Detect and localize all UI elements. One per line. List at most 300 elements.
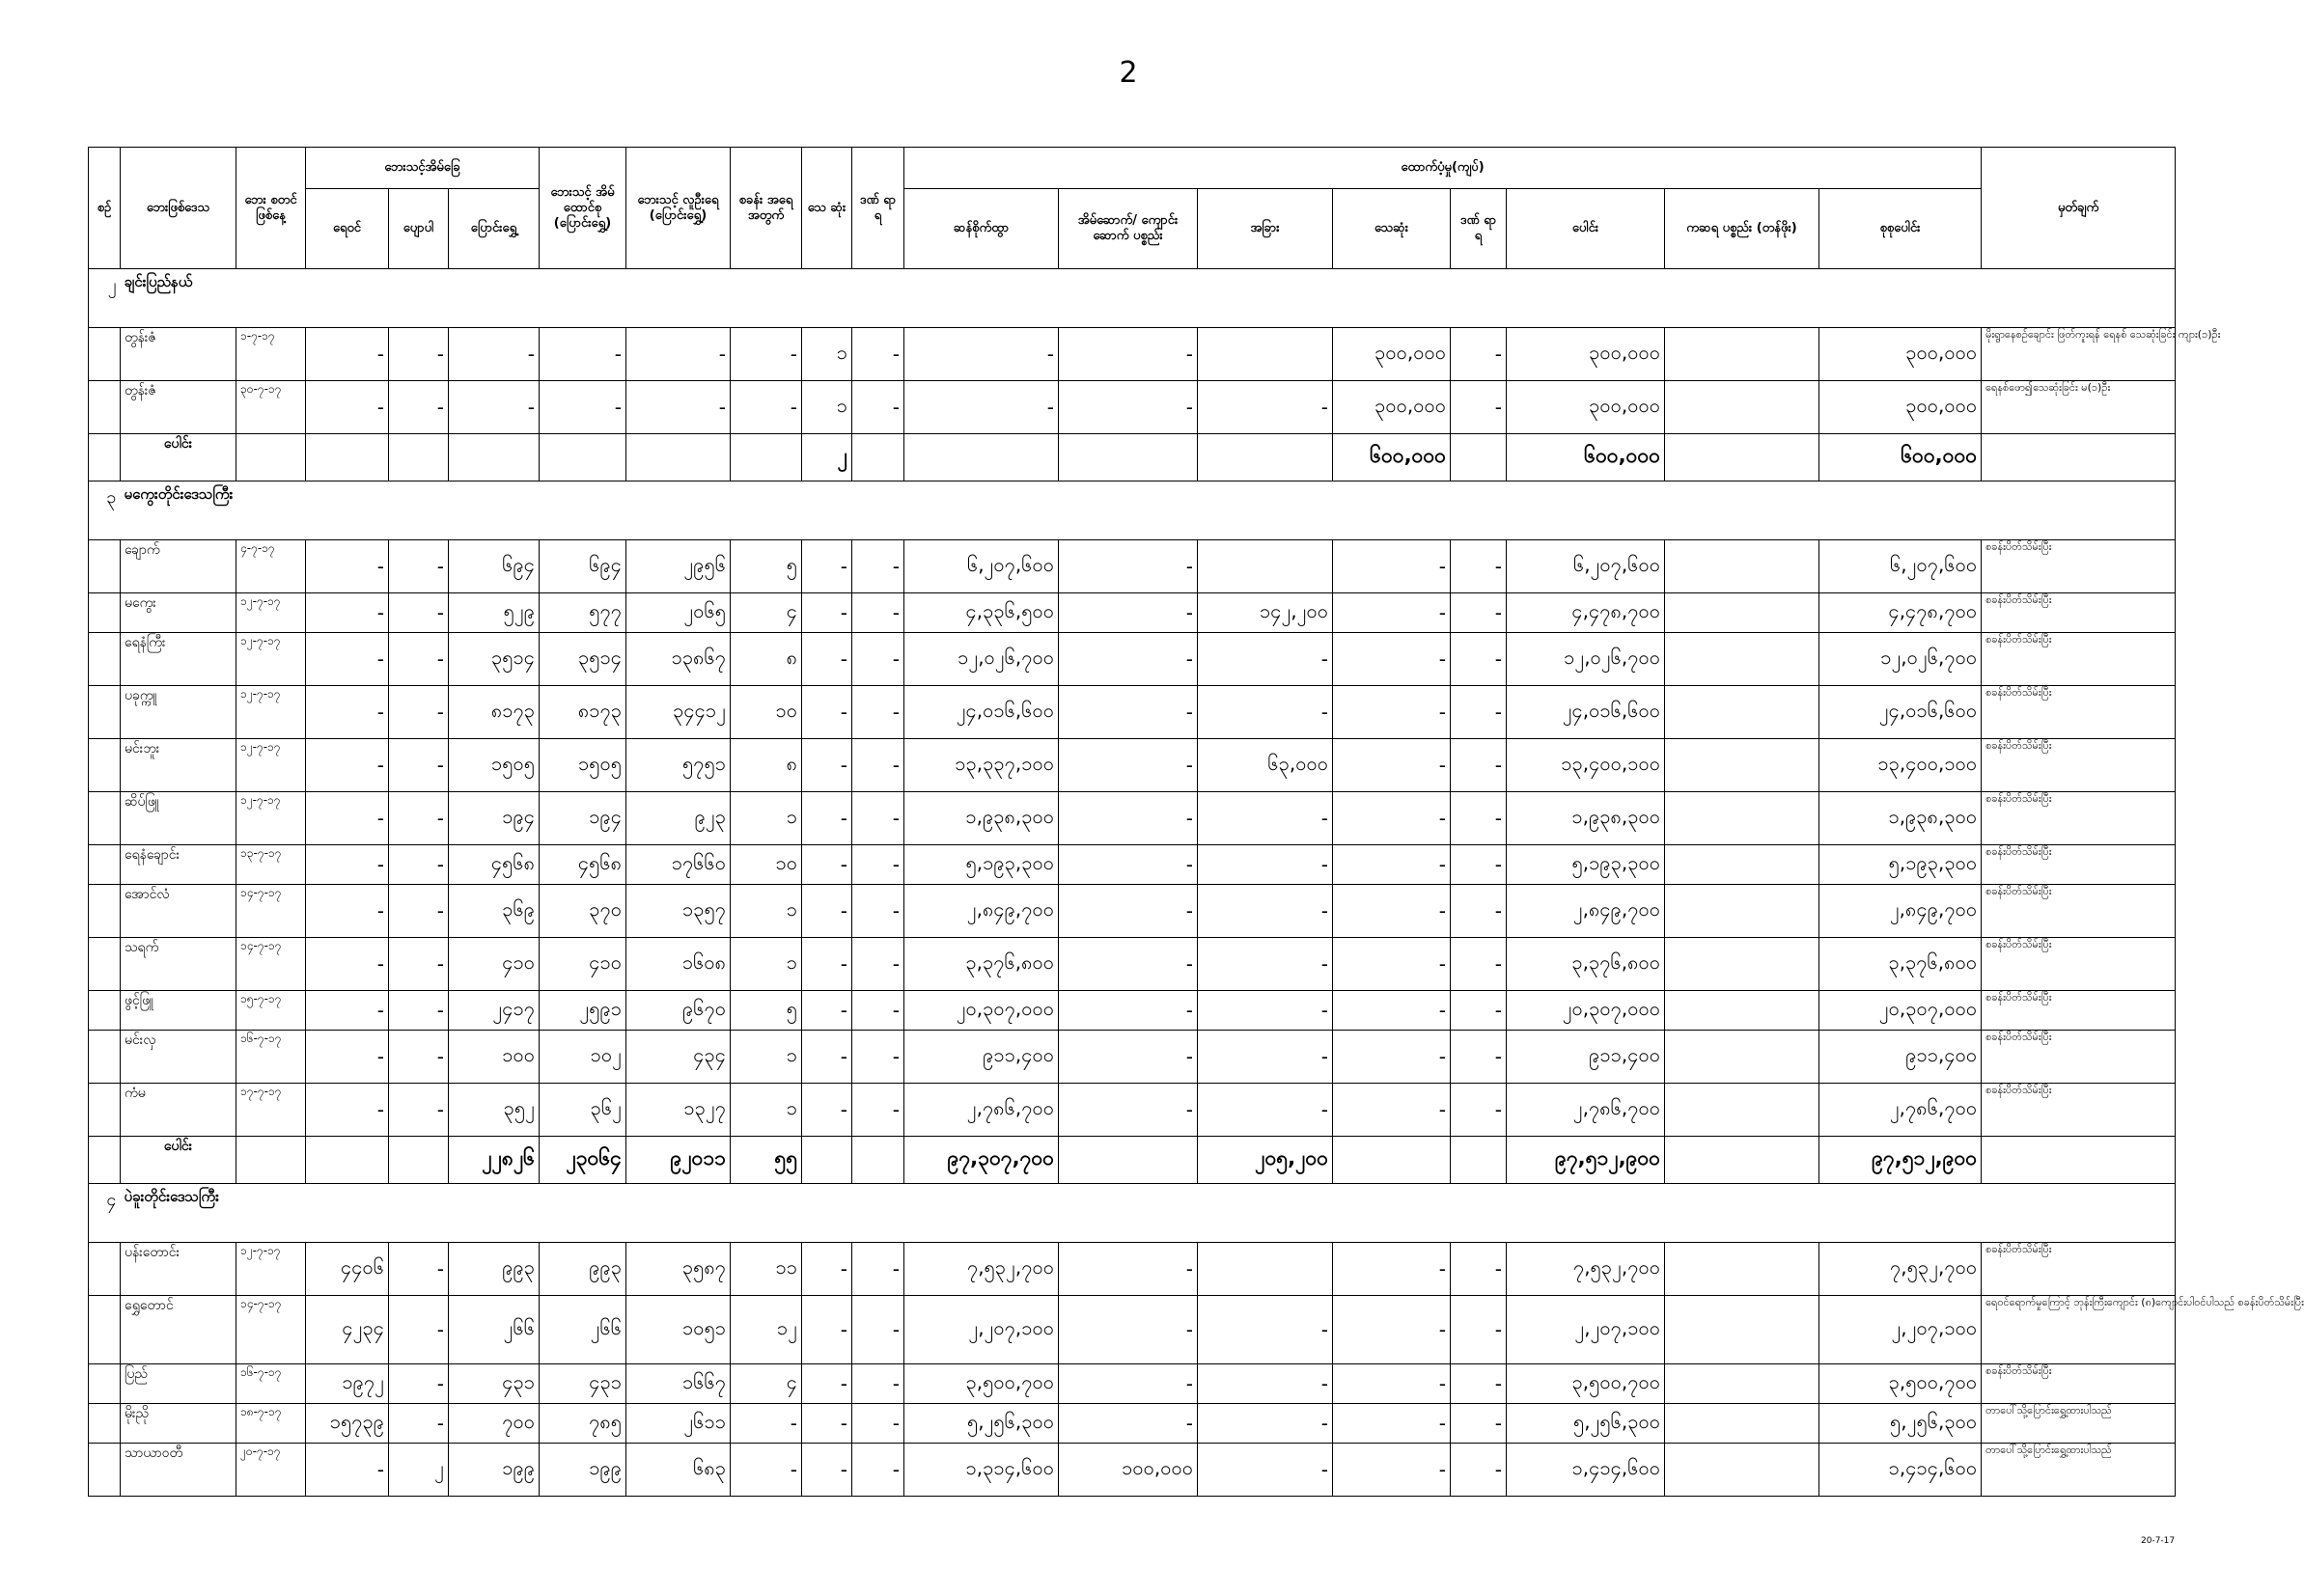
row-dead: - bbox=[802, 1364, 852, 1404]
total-camps: ၅၅ bbox=[731, 1137, 802, 1184]
row-collapsed: - bbox=[389, 885, 449, 938]
section-title: ချင်းပြည်နယ် bbox=[121, 269, 2176, 328]
header-total: ပေါင်း bbox=[1507, 189, 1665, 269]
row-sno-cell bbox=[89, 991, 121, 1031]
row-date: ၁၅-၇-၁၇ bbox=[236, 991, 306, 1031]
row-grand-total: ၃,၃၇၆,၈၀၀ bbox=[1819, 938, 1982, 991]
row-camps: ၁၀ bbox=[731, 845, 802, 885]
row-people: ၁၃၈၆၇ bbox=[626, 633, 731, 686]
row-house: - bbox=[1059, 328, 1198, 381]
row-other: - bbox=[1198, 938, 1333, 991]
row-families: ၃၅၁၄ bbox=[540, 633, 626, 686]
row-villages: ၄၂၃၄ bbox=[306, 1296, 389, 1364]
row-remark: ရေနစ်ဖော၍သေဆုံးခြင်း မ(၁)ဦး bbox=[1982, 381, 2176, 434]
row-rice: ၂၄,၀၁၆,၆၀၀ bbox=[904, 686, 1059, 739]
row-remark: စခန်းပိတ်သိမ်းပြီး bbox=[1982, 1031, 2176, 1084]
row-other: - bbox=[1198, 1444, 1333, 1497]
row-grand-total: ၅,၁၉၃,၃၀၀ bbox=[1819, 845, 1982, 885]
row-evacuated: ၄၃၁ bbox=[449, 1364, 540, 1404]
row-date: ၁၈-၇-၁၇ bbox=[236, 1404, 306, 1444]
row-camps: ၁၀ bbox=[731, 686, 802, 739]
row-dead: - bbox=[802, 1084, 852, 1137]
row-families: ၄၁၀ bbox=[540, 938, 626, 991]
row-camps: ၁ bbox=[731, 1031, 802, 1084]
row-injured: - bbox=[852, 1364, 904, 1404]
row-injured-cost: - bbox=[1451, 633, 1507, 686]
row-rice: ၄,၃၃၆,၅၀၀ bbox=[904, 593, 1059, 633]
row-collapsed: ၂ bbox=[389, 1444, 449, 1497]
row-injured-cost: - bbox=[1451, 1296, 1507, 1364]
total-injured bbox=[852, 1137, 904, 1184]
header-injured: ဒဏ် ရာ ရ bbox=[852, 148, 904, 269]
row-families: ၃၆၂ bbox=[540, 1084, 626, 1137]
row-villages: - bbox=[306, 328, 389, 381]
row-grand-total: ၄,၄၇၈,၇၀၀ bbox=[1819, 593, 1982, 633]
table-row bbox=[89, 1444, 2176, 1497]
row-dead-cost: - bbox=[1333, 885, 1451, 938]
row-villages: - bbox=[306, 593, 389, 633]
section-title: ပဲခူးတိုင်းဒေသကြီး bbox=[121, 1184, 2176, 1243]
table-row bbox=[89, 1364, 2176, 1404]
row-other: - bbox=[1198, 381, 1333, 434]
row-people: ၁၃၂၇ bbox=[626, 1084, 731, 1137]
table-row bbox=[89, 845, 2176, 885]
row-grand-total: ၂,၂၀၇,၁၀၀ bbox=[1819, 1296, 1982, 1364]
row-house: - bbox=[1059, 1404, 1198, 1444]
row-injured-cost: - bbox=[1451, 885, 1507, 938]
row-camps: ၁ bbox=[731, 1084, 802, 1137]
header-evacuated: ပြောင်းရွှေ့ bbox=[449, 189, 540, 269]
row-region: တွန်းဇံ bbox=[121, 381, 236, 434]
row-house: - bbox=[1059, 1031, 1198, 1084]
row-injured: - bbox=[852, 328, 904, 381]
row-other: - bbox=[1198, 1031, 1333, 1084]
row-collapsed: - bbox=[389, 540, 449, 593]
row-house: - bbox=[1059, 845, 1198, 885]
row-remark: ရေဝင်ရောက်မှုကြောင့် ဘုန်းကြီးကျောင်း (၈)ကျောင်းပါဝင်ပါသည် စခန်းပိတ်သိမ်းပြီး bbox=[1982, 1296, 2176, 1364]
header-affected-families: ဘေးသင့် အိမ် ထောင်စု (ပြောင်းရွှေ့) bbox=[540, 148, 626, 269]
row-rice: ၁,၃၁၄,၆၀၀ bbox=[904, 1444, 1059, 1497]
row-collapsed: - bbox=[389, 381, 449, 434]
row-other: - bbox=[1198, 686, 1333, 739]
row-people: ၃၄၄၁၂ bbox=[626, 686, 731, 739]
row-evacuated: ၄၁၀ bbox=[449, 938, 540, 991]
row-total: ၂,၇၈၆,၇၀၀ bbox=[1507, 1084, 1665, 1137]
row-materials bbox=[1665, 845, 1819, 885]
section-header-row bbox=[89, 269, 2176, 328]
row-date: ၁၂-၇-၁၇ bbox=[236, 792, 306, 845]
row-total: ၆,၂၀၇,၆၀၀ bbox=[1507, 540, 1665, 593]
total-sno-cell bbox=[89, 1137, 121, 1184]
row-materials bbox=[1665, 633, 1819, 686]
total-villages bbox=[306, 1137, 389, 1184]
row-camps: ၅ bbox=[731, 991, 802, 1031]
row-people: ၉၆၇၀ bbox=[626, 991, 731, 1031]
row-remark: စခန်းပိတ်သိမ်းပြီး bbox=[1982, 686, 2176, 739]
row-families: ၁၅၀၅ bbox=[540, 739, 626, 792]
row-remark: စခန်းပိတ်သိမ်းပြီး bbox=[1982, 845, 2176, 885]
row-total: ၁,၄၁၄,၆၀၀ bbox=[1507, 1444, 1665, 1497]
row-materials bbox=[1665, 1444, 1819, 1497]
row-injured: - bbox=[852, 593, 904, 633]
row-rice: ၁၃,၃၃၇,၁၀၀ bbox=[904, 739, 1059, 792]
row-people: ၁၃၅၇ bbox=[626, 885, 731, 938]
total-people: ၉၂၀၁၁ bbox=[626, 1137, 731, 1184]
row-dead-cost: - bbox=[1333, 1296, 1451, 1364]
row-house: ၁၀၀,၀၀၀ bbox=[1059, 1444, 1198, 1497]
row-date: ၄-၇-၁၇ bbox=[236, 540, 306, 593]
header-cost-group: ထောက်ပံ့မှု(ကျပ်) bbox=[904, 148, 1982, 189]
row-injured: - bbox=[852, 1243, 904, 1296]
row-dead-cost: - bbox=[1333, 845, 1451, 885]
row-dead-cost: ၃၀၀,၀၀၀ bbox=[1333, 381, 1451, 434]
row-collapsed: - bbox=[389, 686, 449, 739]
row-region: ပခုက္ကူ bbox=[121, 686, 236, 739]
row-dead: - bbox=[802, 792, 852, 845]
row-dead: - bbox=[802, 991, 852, 1031]
row-house: - bbox=[1059, 885, 1198, 938]
row-dead: - bbox=[802, 1243, 852, 1296]
row-villages: - bbox=[306, 938, 389, 991]
row-materials bbox=[1665, 991, 1819, 1031]
row-injured-cost: - bbox=[1451, 1243, 1507, 1296]
total-families bbox=[540, 434, 626, 482]
row-camps: ၁၂ bbox=[731, 1296, 802, 1364]
row-rice: ၇,၅၃၂,၇၀၀ bbox=[904, 1243, 1059, 1296]
page-number: 2 bbox=[1119, 56, 1138, 90]
row-evacuated: ၄၅၆၈ bbox=[449, 845, 540, 885]
total-label: ပေါင်း bbox=[121, 434, 236, 482]
row-materials bbox=[1665, 792, 1819, 845]
total-other: ၂၀၅,၂၀၀ bbox=[1198, 1137, 1333, 1184]
row-people: ၂၀၆၅ bbox=[626, 593, 731, 633]
row-dead: - bbox=[802, 1444, 852, 1497]
row-grand-total: ၁၃,၄၀၀,၁၀၀ bbox=[1819, 739, 1982, 792]
section-number: ၃ bbox=[89, 482, 121, 540]
row-sno-cell bbox=[89, 1243, 121, 1296]
table-row bbox=[89, 633, 2176, 686]
table-row bbox=[89, 1031, 2176, 1084]
row-evacuated: ၉၉၃ bbox=[449, 1243, 540, 1296]
row-date: ၁၄-၇-၁၇ bbox=[236, 938, 306, 991]
row-region: ပန်းတောင်း bbox=[121, 1243, 236, 1296]
section-number: ၂ bbox=[89, 269, 121, 328]
row-injured: - bbox=[852, 938, 904, 991]
row-injured: - bbox=[852, 540, 904, 593]
row-materials bbox=[1665, 1364, 1819, 1404]
row-injured: - bbox=[852, 991, 904, 1031]
table-row bbox=[89, 1296, 2176, 1364]
row-house: - bbox=[1059, 633, 1198, 686]
row-families: ၃၇၀ bbox=[540, 885, 626, 938]
total-dead-cost: ၆၀၀,၀၀၀ bbox=[1333, 434, 1451, 482]
row-camps: ၄ bbox=[731, 593, 802, 633]
row-materials bbox=[1665, 381, 1819, 434]
row-families: ၈၁၇၃ bbox=[540, 686, 626, 739]
total-camps bbox=[731, 434, 802, 482]
table-row bbox=[89, 938, 2176, 991]
row-remark: စခန်းပိတ်သိမ်းပြီး bbox=[1982, 1084, 2176, 1137]
row-rice: ၂,၂၀၇,၁၀၀ bbox=[904, 1296, 1059, 1364]
row-other: - bbox=[1198, 1404, 1333, 1444]
total-materials bbox=[1665, 1137, 1819, 1184]
row-families: ၇၈၅ bbox=[540, 1404, 626, 1444]
row-camps: - bbox=[731, 328, 802, 381]
row-house: - bbox=[1059, 1084, 1198, 1137]
row-injured-cost: - bbox=[1451, 739, 1507, 792]
row-injured: - bbox=[852, 381, 904, 434]
row-rice: ၂,၇၈၆,၇၀၀ bbox=[904, 1084, 1059, 1137]
footer-date: 20-7-17 bbox=[2141, 1536, 2176, 1546]
total-evacuated bbox=[449, 434, 540, 482]
row-grand-total: ၁,၉၃၈,၃၀၀ bbox=[1819, 792, 1982, 845]
row-total: ၃,၅၀၀,၇၀၀ bbox=[1507, 1364, 1665, 1404]
row-dead-cost: - bbox=[1333, 739, 1451, 792]
header-rice: ဆန်စိုက်ထွာ bbox=[904, 189, 1059, 269]
row-camps: - bbox=[731, 381, 802, 434]
row-families: ၁၉၉ bbox=[540, 1444, 626, 1497]
row-house: - bbox=[1059, 792, 1198, 845]
section-header-row bbox=[89, 482, 2176, 540]
row-grand-total: ၅,၂၅၆,၃၀၀ bbox=[1819, 1404, 1982, 1444]
row-total: ၄,၄၇၈,၇၀၀ bbox=[1507, 593, 1665, 633]
total-evacuated: ၂၂၈၂၆ bbox=[449, 1137, 540, 1184]
row-dead-cost: - bbox=[1333, 686, 1451, 739]
table-row bbox=[89, 792, 2176, 845]
row-injured: - bbox=[852, 1084, 904, 1137]
total-house bbox=[1059, 1137, 1198, 1184]
row-grand-total: ၁၂,၀၂၆,၇၀၀ bbox=[1819, 633, 1982, 686]
row-villages: - bbox=[306, 1084, 389, 1137]
row-camps: ၁၁ bbox=[731, 1243, 802, 1296]
total-injured bbox=[852, 434, 904, 482]
table-row bbox=[89, 1084, 2176, 1137]
row-families: - bbox=[540, 328, 626, 381]
header-villages: ရေဝင် bbox=[306, 189, 389, 269]
row-remark: စခန်းပိတ်သိမ်းပြီး bbox=[1982, 1243, 2176, 1296]
row-materials bbox=[1665, 1031, 1819, 1084]
row-families: ၄၃၁ bbox=[540, 1364, 626, 1404]
row-total: ၂၄,၀၁၆,၆၀၀ bbox=[1507, 686, 1665, 739]
row-materials bbox=[1665, 593, 1819, 633]
row-injured: - bbox=[852, 885, 904, 938]
row-rice: - bbox=[904, 328, 1059, 381]
total-date-cell bbox=[236, 434, 306, 482]
row-region: ဖွင့်ဖြူ bbox=[121, 991, 236, 1031]
total-injured-cost bbox=[1451, 1137, 1507, 1184]
row-other: - bbox=[1198, 633, 1333, 686]
row-injured-cost: - bbox=[1451, 792, 1507, 845]
row-region: တွန်းဇံ bbox=[121, 328, 236, 381]
row-families: ၅၇၇ bbox=[540, 593, 626, 633]
total-collapsed bbox=[389, 434, 449, 482]
row-evacuated: ၃၅၂ bbox=[449, 1084, 540, 1137]
row-grand-total: ၃,၅၀၀,၇၀၀ bbox=[1819, 1364, 1982, 1404]
table-row bbox=[89, 328, 2176, 381]
row-materials bbox=[1665, 1243, 1819, 1296]
total-total: ၉၇,၅၁၂,၉၀၀ bbox=[1507, 1137, 1665, 1184]
row-injured-cost: - bbox=[1451, 938, 1507, 991]
row-villages: - bbox=[306, 739, 389, 792]
row-camps: - bbox=[731, 1404, 802, 1444]
row-materials bbox=[1665, 885, 1819, 938]
row-other: ၆၃,၀၀၀ bbox=[1198, 739, 1333, 792]
total-other bbox=[1198, 434, 1333, 482]
row-date: ၁၆-၇-၁၇ bbox=[236, 1364, 306, 1404]
row-collapsed: - bbox=[389, 1084, 449, 1137]
row-other: - bbox=[1198, 1084, 1333, 1137]
row-dead-cost: - bbox=[1333, 1243, 1451, 1296]
row-families: - bbox=[540, 381, 626, 434]
row-families: ၁၉၄ bbox=[540, 792, 626, 845]
row-dead-cost: - bbox=[1333, 1444, 1451, 1497]
row-materials bbox=[1665, 328, 1819, 381]
row-dead: - bbox=[802, 739, 852, 792]
row-camps: ၈ bbox=[731, 633, 802, 686]
row-injured-cost: - bbox=[1451, 991, 1507, 1031]
row-dead-cost: - bbox=[1333, 593, 1451, 633]
row-remark: စခန်းပိတ်သိမ်းပြီး bbox=[1982, 938, 2176, 991]
row-evacuated: - bbox=[449, 381, 540, 434]
row-sno-cell bbox=[89, 1404, 121, 1444]
row-total: ၁၂,၀၂၆,၇၀၀ bbox=[1507, 633, 1665, 686]
row-rice: ၅,၂၅၆,၃၀၀ bbox=[904, 1404, 1059, 1444]
row-evacuated: ၅၂၉ bbox=[449, 593, 540, 633]
row-villages: - bbox=[306, 686, 389, 739]
row-remark: တာပေါ်သို့ပြောင်းရွှေ့ထားပါသည် bbox=[1982, 1404, 2176, 1444]
row-materials bbox=[1665, 540, 1819, 593]
row-dead-cost: ၃၀၀,၀၀၀ bbox=[1333, 328, 1451, 381]
row-villages: ၄၄၀၆ bbox=[306, 1243, 389, 1296]
row-villages: - bbox=[306, 792, 389, 845]
row-sno-cell bbox=[89, 540, 121, 593]
section-number: ၄ bbox=[89, 1184, 121, 1243]
row-collapsed: - bbox=[389, 633, 449, 686]
table-row bbox=[89, 885, 2176, 938]
row-date: ၁၇-၇-၁၇ bbox=[236, 1084, 306, 1137]
section-total-row bbox=[89, 1137, 2176, 1184]
row-camps: ၄ bbox=[731, 1364, 802, 1404]
row-date: ၁၆-၇-၁၇ bbox=[236, 1031, 306, 1084]
row-region: ရေနံကြီး bbox=[121, 633, 236, 686]
row-date: ၁-၇-၁၇ bbox=[236, 328, 306, 381]
row-people: ၁၆၀၈ bbox=[626, 938, 731, 991]
row-total: ၅,၂၅၆,၃၀၀ bbox=[1507, 1404, 1665, 1444]
row-dead: - bbox=[802, 938, 852, 991]
row-grand-total: ၇,၅၃၂,၇၀၀ bbox=[1819, 1243, 1982, 1296]
header-collapsed: ပျောပါ bbox=[389, 189, 449, 269]
row-house: - bbox=[1059, 540, 1198, 593]
row-house: - bbox=[1059, 1243, 1198, 1296]
row-collapsed: - bbox=[389, 1404, 449, 1444]
row-remark: မိုးရွာနေစဥ်ချောင်း ဖြတ်ကူးရန် ရေနစ် သေဆုံးခြင်း ကျား(၁)ဦး bbox=[1982, 328, 2176, 381]
row-dead: - bbox=[802, 633, 852, 686]
row-evacuated: ၁၉၄ bbox=[449, 792, 540, 845]
row-rice: ၉၁၁,၄၀၀ bbox=[904, 1031, 1059, 1084]
row-grand-total: ၆,၂၀၇,၆၀၀ bbox=[1819, 540, 1982, 593]
row-date: ၁၂-၇-၁၇ bbox=[236, 593, 306, 633]
row-people: ၁၆၆၇ bbox=[626, 1364, 731, 1404]
row-total: ၂၀,၃၀၇,၀၀၀ bbox=[1507, 991, 1665, 1031]
row-dead-cost: - bbox=[1333, 540, 1451, 593]
row-total: ၂,၂၀၇,၁၀၀ bbox=[1507, 1296, 1665, 1364]
row-villages: ၁၉၇၂ bbox=[306, 1364, 389, 1404]
row-house: - bbox=[1059, 938, 1198, 991]
row-people: ၆၈၃ bbox=[626, 1444, 731, 1497]
row-dead: ၁ bbox=[802, 328, 852, 381]
row-region: ပြည် bbox=[121, 1364, 236, 1404]
header-materials: ကဆရ ပစ္စည်း (တန်ဖိုး) bbox=[1665, 189, 1819, 269]
total-rice: ၉၇,၃၀၇,၇၀၀ bbox=[904, 1137, 1059, 1184]
row-collapsed: - bbox=[389, 1031, 449, 1084]
row-date: ၁၄-၇-၁၇ bbox=[236, 885, 306, 938]
row-camps: ၅ bbox=[731, 540, 802, 593]
row-rice: - bbox=[904, 381, 1059, 434]
row-dead: - bbox=[802, 1031, 852, 1084]
row-people: ၁၀၅၁ bbox=[626, 1296, 731, 1364]
total-remark-cell bbox=[1982, 434, 2176, 482]
row-people: ၂၆၁၁ bbox=[626, 1404, 731, 1444]
total-rice bbox=[904, 434, 1059, 482]
total-grand-total: ၆၀၀,၀၀၀ bbox=[1819, 434, 1982, 482]
row-date: ၁၂-၇-၁၇ bbox=[236, 686, 306, 739]
row-date: ၁၂-၇-၁၇ bbox=[236, 1243, 306, 1296]
row-evacuated: ၆၉၄ bbox=[449, 540, 540, 593]
total-label: ပေါင်း bbox=[121, 1137, 236, 1184]
row-people: - bbox=[626, 381, 731, 434]
row-sno-cell bbox=[89, 633, 121, 686]
total-materials bbox=[1665, 434, 1819, 482]
header-grand-total: စုစုပေါင်း bbox=[1819, 189, 1982, 269]
table-row bbox=[89, 381, 2176, 434]
row-collapsed: - bbox=[389, 938, 449, 991]
row-camps: ၁ bbox=[731, 938, 802, 991]
row-other: - bbox=[1198, 885, 1333, 938]
row-grand-total: ၃၀၀,၀၀၀ bbox=[1819, 328, 1982, 381]
table-row bbox=[89, 540, 2176, 593]
row-injured: - bbox=[852, 1296, 904, 1364]
row-rice: ၁၂,၀၂၆,၇၀၀ bbox=[904, 633, 1059, 686]
row-sno-cell bbox=[89, 938, 121, 991]
row-injured-cost: - bbox=[1451, 845, 1507, 885]
total-families: ၂၃၀၆၄ bbox=[540, 1137, 626, 1184]
row-total: ၂,၈၄၉,၇၀၀ bbox=[1507, 885, 1665, 938]
row-camps: - bbox=[731, 1444, 802, 1497]
row-materials bbox=[1665, 739, 1819, 792]
header-affected-people: ဘေးသင့် လူဦးရေ (ပြောင်းရွှေ့) bbox=[626, 148, 731, 269]
row-house: - bbox=[1059, 381, 1198, 434]
row-grand-total: ၂၀,၃၀၇,၀၀၀ bbox=[1819, 991, 1982, 1031]
total-dead: ၂ bbox=[802, 434, 852, 482]
row-materials bbox=[1665, 1404, 1819, 1444]
row-people: ၃၅၈၇ bbox=[626, 1243, 731, 1296]
row-villages: - bbox=[306, 381, 389, 434]
row-people: ၂၉၅၆ bbox=[626, 540, 731, 593]
row-remark: စခန်းပိတ်သိမ်းပြီး bbox=[1982, 540, 2176, 593]
row-villages: - bbox=[306, 885, 389, 938]
table-row bbox=[89, 739, 2176, 792]
row-date: ၁၂-၇-၁၇ bbox=[236, 633, 306, 686]
row-other bbox=[1198, 328, 1333, 381]
row-date: ၂၀-၇-၁၇ bbox=[236, 1444, 306, 1497]
row-injured-cost: - bbox=[1451, 1444, 1507, 1497]
row-camps: ၈ bbox=[731, 739, 802, 792]
header-dead-cost: သေဆုံး bbox=[1333, 189, 1451, 269]
row-families: ၄၅၆၈ bbox=[540, 845, 626, 885]
row-people: ၄၃၄ bbox=[626, 1031, 731, 1084]
row-injured-cost: - bbox=[1451, 540, 1507, 593]
row-injured: - bbox=[852, 1444, 904, 1497]
